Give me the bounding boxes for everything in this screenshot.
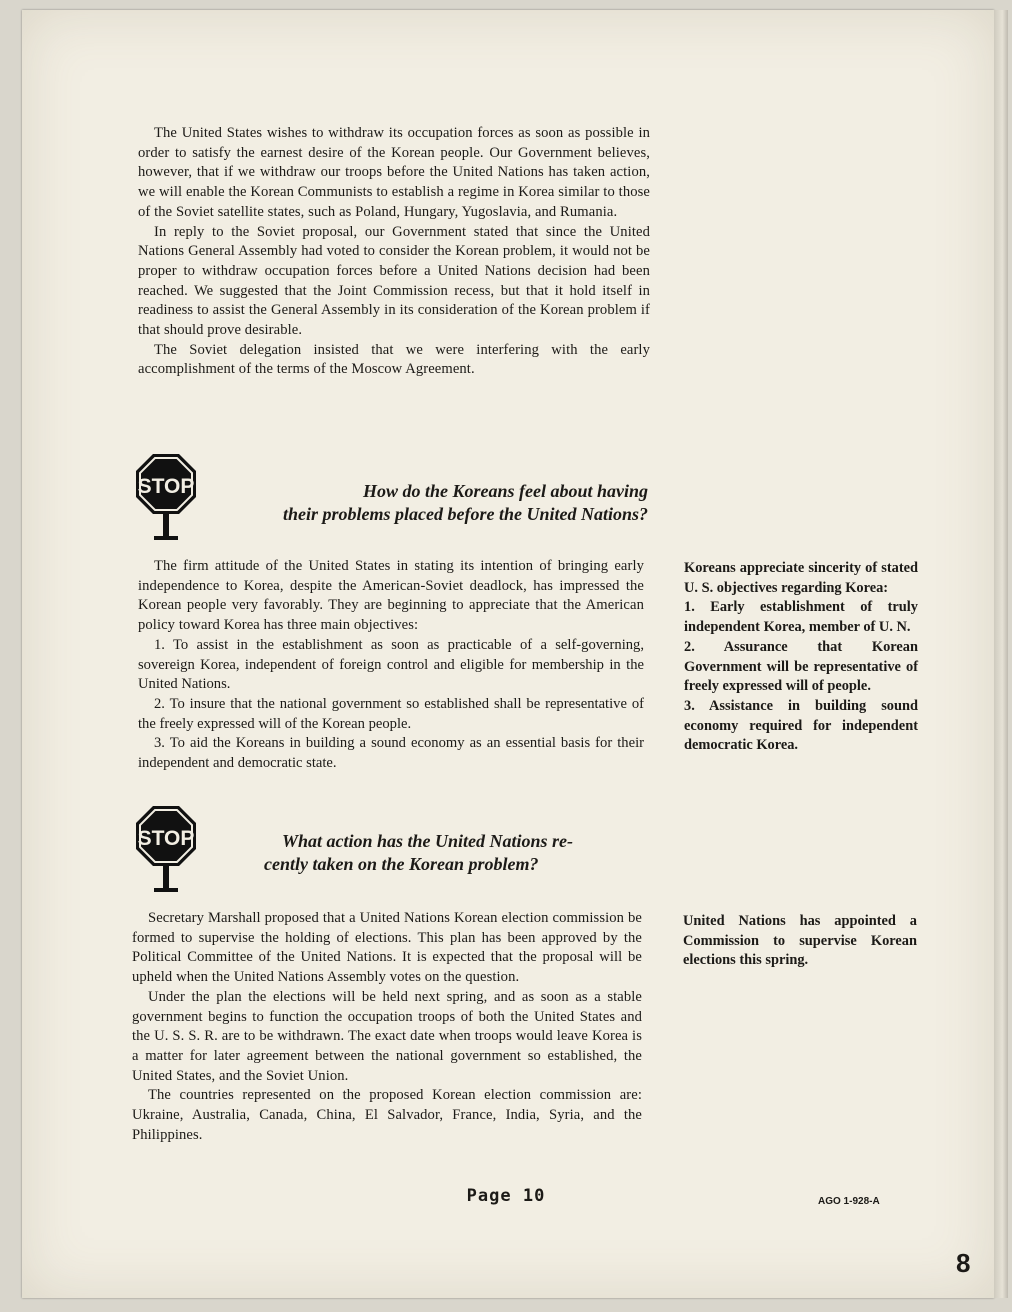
question-heading-line: cently taken on the Korean problem? bbox=[264, 854, 539, 874]
svg-text:STOP: STOP bbox=[137, 475, 195, 498]
corner-page-number: 8 bbox=[956, 1248, 971, 1278]
sidebar-item: 3. Assistance in building sound economy required for independent democratic Korea. bbox=[684, 697, 918, 754]
question-heading bbox=[200, 480, 648, 526]
sidebar-summary bbox=[684, 559, 918, 756]
list-item: 2. To insure that the national government so established shall be representative of the freely expressed will of the Korean people. bbox=[138, 695, 644, 732]
paragraph: The Soviet delegation insisted that we were interfering with the early accomplishment of the terms of the Moscow Agreement. bbox=[138, 341, 650, 378]
section-withdrawal bbox=[138, 124, 650, 380]
question-heading-line: How do the Koreans feel about having bbox=[362, 481, 648, 501]
stop-sign-icon bbox=[134, 804, 198, 894]
page-number: Page 10 bbox=[466, 1186, 546, 1206]
section-objectives bbox=[138, 557, 644, 774]
svg-text:STOP: STOP bbox=[137, 827, 195, 850]
page-edge bbox=[994, 10, 1008, 1298]
sidebar-item: 2. Assurance that Korean Government will be representative of freely expressed will of people. bbox=[684, 638, 918, 695]
question-heading-line: What action has the United Nations re- bbox=[282, 831, 574, 851]
paragraph: Secretary Marshall proposed that a United Nations Korean election commission be formed to supervise the holding of elections. This plan has been approved by the Political Committee of the United Nations. It is expected that the proposal will be upheld when the United Nations Assembly votes on the question. bbox=[132, 910, 642, 986]
sidebar-item: 1. Early establishment of truly independent Korea, member of U. N. bbox=[684, 599, 918, 636]
list-item: 3. To aid the Koreans in building a sound economy as an essential basis for their independent and democratic state. bbox=[138, 735, 644, 772]
paragraph: Under the plan the elections will be held next spring, and as soon as a stable government begins to function the occupation troops of both the United States and the U. S. S. R. are to be withdrawn. The exact date when troops would leave Korea is a matter for later agreement between the national government so established, the United States, and the Soviet Union. bbox=[132, 988, 642, 1084]
paragraph: The United States wishes to withdraw its occupation forces as soon as possible in order to satisfy the earnest desire of the Korean people. Our Government believes, however, that if we withdraw our troops before the United Nations has taken action, we will enable the Korean Communists to establish a regime in Korea similar to those of the Soviet satellite states, such as Poland, Hungary, Yugoslavia, and Rumania. bbox=[138, 125, 650, 220]
form-code: AGO 1-928-A bbox=[818, 1196, 880, 1207]
question-heading-line: their problems placed before the United Nations? bbox=[283, 504, 648, 524]
question-heading bbox=[200, 830, 640, 876]
stop-sign-icon bbox=[134, 452, 198, 542]
sidebar-text: United Nations has appointed a Commission to supervise Korean elections this spring. bbox=[683, 913, 917, 969]
paragraph: The firm attitude of the United States in stating its intention of bringing early independence to Korea, despite the American-Soviet deadlock, has impressed the Korean people very favorably. They are beginning to appreciate that the American policy toward Korea has three main objectives: bbox=[138, 558, 644, 634]
paragraph: In reply to the Soviet proposal, our Government stated that since the United Nations General Assembly had voted to consider the Korean problem, it would not be proper to withdraw occupation forces before a United Nations decision had been reached. We suggested that the Joint Commission recess, but that it hold itself in readiness to assist the General Assembly in its consideration of the Korean problem if that should prove desirable. bbox=[138, 223, 650, 339]
section-election-commission bbox=[132, 909, 642, 1145]
paragraph: The countries represented on the proposed Korean election commission are: Ukraine, Australia, Canada, China, El Salvador, France, India, Syria, and the Philippines. bbox=[132, 1087, 642, 1143]
list-item: 1. To assist in the establishment as soon as practicable of a self-governing, sovereign Korea, independent of foreign control and eligible for membership in the United Nations. bbox=[138, 636, 644, 693]
sidebar-heading: Koreans appreciate sincerity of stated U. S. objectives regarding Korea: bbox=[684, 560, 918, 596]
sidebar-commission bbox=[683, 912, 917, 971]
